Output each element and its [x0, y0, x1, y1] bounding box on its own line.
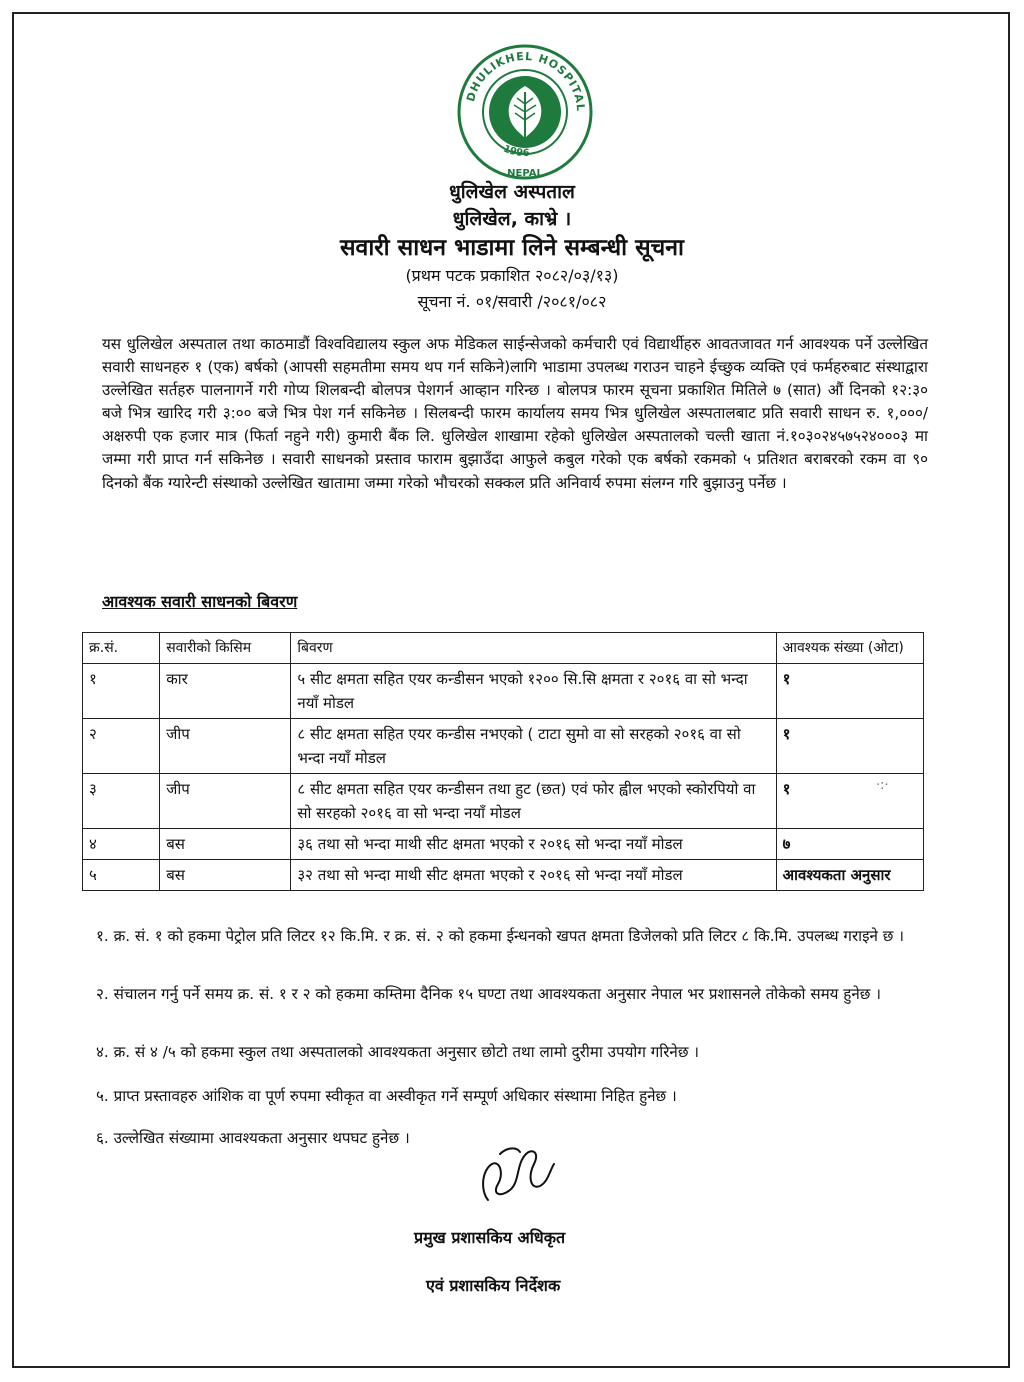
cell-type: जीप [160, 774, 291, 829]
note-number: २. [96, 985, 109, 1003]
note-item [96, 1040, 926, 1064]
cell-description: ८ सीट क्षमता सहित एयर कन्डीसन तथा हुट (छत) एवं फोर ह्वील भएको स्कोरपियो वा सो सरहको २०१६ वा सो भन्दा नयाँ मोडल [291, 774, 776, 829]
cell-quantity: आवश्यकता अनुसार [776, 860, 923, 891]
note-item [96, 1084, 926, 1108]
table-header-row [83, 633, 924, 664]
org-location: धुलिखेल, काभ्रे । [452, 208, 572, 230]
body-paragraph: यस धुलिखेल अस्पताल तथा काठमाडौं विश्वविद्यालय स्कुल अफ मेडिकल साईन्सेजको कर्मचारी एवं विद्यार्थीहरु आवतजावत गर्न आवश्यक पर्ने उल्लेखित सवारी साधनहरु १ (एक) बर्षको (आपसी सहमतीमा समय थप गर्न सकिने)लागि भाडामा उपलब्ध गराउन चाहने ईच्छुक व्यक्ति एवं फर्महरुबाट संस्थाद्वारा उल्लेखित सर्तहरु पालनागर्ने गरी गोप्य शिलबन्दी बोलपत्र पेशगर्न आव्हान गरिन्छ । बोलपत्र फारम सूचना प्रकाशित मितिले ७ (सात) औं दिनको १२:३० बजे भित्र खारिद गरी ३:०० बजे भित्र पेश गर्न सकिनेछ । सिलबन्दी फारम कार्यालय समय भित्र धुलिखेल अस्पतालबाट प्रति सवारी साधन रु. १,०००/ अक्षरुपी एक हजार मात्र (फिर्ता नहुने गरी) कुमारी बैंक लि. धुलिखेल शाखामा रहेको धुलिखेल अस्पतालको चल्ती खाता नं.१०३०२४५७५२४०००३ मा जम्मा गरी प्राप्त गर्न सकिनेछ । सवारी साधनको प्रस्ताव फाराम बुझाउँदा आफुले कबुल गरेको एक बर्षको रकमको ५ प्रतिशत बराबरको रकम वा ९० दिनको बैंक ग्यारेन्टी संस्थाको उल्लेखित खातामा जम्मा गरेको भौचरको सक्कल प्रति अनिवार्य रुपमा संलग्न गरि बुझाउनु पर्नेछ । [102, 335, 928, 492]
section-title: आवश्यक सवारी साधनको बिवरण [102, 592, 298, 611]
scan-speck: ·:· [876, 778, 889, 793]
handwritten-signature [470, 1140, 560, 1215]
cell-type: जीप [160, 719, 291, 774]
notice-title: सवारी साधन भाडामा लिने सम्बन्धी सूचना [339, 235, 685, 261]
cell-description: ८ सीट क्षमता सहित एयर कन्डीस नभएको ( टाटा सुमो वा सो सरहको २०१६ वा सो भन्दा नयाँ मोडल [291, 719, 776, 774]
signatory-title: प्रमुख प्रशासकिय अधिकृत [414, 1228, 566, 1247]
logo-ring-text: DHULIKHEL HOSPITAL [464, 49, 588, 113]
note-text: क्र. सं. १ को हकमा पेट्रोल प्रति लिटर १२ कि.मि. र क्र. सं. २ को हकमा ईन्धनको खपत क्षमता डिजेलको प्रति लिटर ८ कि.मि. उपलब्ध गराइने छ । [113, 927, 905, 945]
vehicle-table [82, 632, 924, 891]
table-row [83, 664, 924, 719]
signatory-subtitle: एवं प्रशासकिय निर्देशक [426, 1276, 561, 1295]
note-number: ६. [96, 1129, 109, 1147]
logo-country: NEPAL [507, 168, 543, 179]
cell-quantity: १ [776, 774, 923, 829]
cell-quantity: ७ [776, 829, 923, 860]
table-row [83, 719, 924, 774]
published-date: (प्रथम पटक प्रकाशित २०८२/०३/१३) [405, 266, 619, 285]
cell-description: ३२ तथा सो भन्दा माथी सीट क्षमता भएको र २०१६ सो भन्दा नयाँ मोडल [291, 860, 776, 891]
cell-type: कार [160, 664, 291, 719]
header-vehicle-type: सवारीको किसिम [160, 633, 291, 664]
notice-number: सूचना नं. ०१/सवारी /२०८१/०८२ [417, 292, 607, 311]
cell-description: ३६ तथा सो भन्दा माथी सीट क्षमता भएको र २०१६ सो भन्दा नयाँ मोडल [291, 829, 776, 860]
note-text: संचालन गर्नु पर्ने समय क्र. सं. १ र २ को हकमा कम्तिमा दैनिक १५ घण्टा तथा आवश्यकता अनुसार नेपाल भर प्रशासनले तोकेको समय हुनेछ । [113, 985, 882, 1003]
cell-serial: ३ [83, 774, 160, 829]
note-text: प्राप्त प्रस्तावहरु आंशिक वा पूर्ण रुपमा स्वीकृत वा अस्वीकृत गर्ने सम्पूर्ण अधिकार संस्थामा निहित हुनेछ । [113, 1087, 677, 1105]
table-row [83, 774, 924, 829]
cell-serial: ४ [83, 829, 160, 860]
note-item [96, 924, 926, 948]
header-serial: क्र.सं. [83, 633, 160, 664]
cell-serial: १ [83, 664, 160, 719]
cell-quantity: १ [776, 664, 923, 719]
note-text: उल्लेखित संख्यामा आवश्यकता अनुसार थपघट हुनेछ । [113, 1129, 410, 1147]
cell-description: ५ सीट क्षमता सहित एयर कन्डीसन भएको १२०० सि.सि क्षमता र २०१६ वा सो भन्दा नयाँ मोडल [291, 664, 776, 719]
note-number: १. [96, 927, 109, 945]
cell-quantity: १ [776, 719, 923, 774]
note-item [96, 982, 926, 1006]
org-name: धुलिखेल अस्पताल [449, 181, 575, 203]
cell-type: बस [160, 860, 291, 891]
note-number: ५. [96, 1087, 109, 1105]
cell-serial: २ [83, 719, 160, 774]
header-quantity: आवश्यक संख्या (ओटा) [776, 633, 923, 664]
table-row [83, 829, 924, 860]
note-number: ४. [96, 1043, 109, 1061]
table-row [83, 860, 924, 891]
notes-list [96, 924, 926, 1150]
header-description: बिवरण [291, 633, 776, 664]
cell-serial: ५ [83, 860, 160, 891]
hospital-logo [455, 42, 595, 182]
note-text: क्र. सं ४ /५ को हकमा स्कुल तथा अस्पतालको आवश्यकता अनुसार छोटो तथा लामो दुरीमा उपयोग गरिनेछ । [113, 1043, 700, 1061]
logo-year: 1996 [501, 143, 530, 160]
cell-type: बस [160, 829, 291, 860]
